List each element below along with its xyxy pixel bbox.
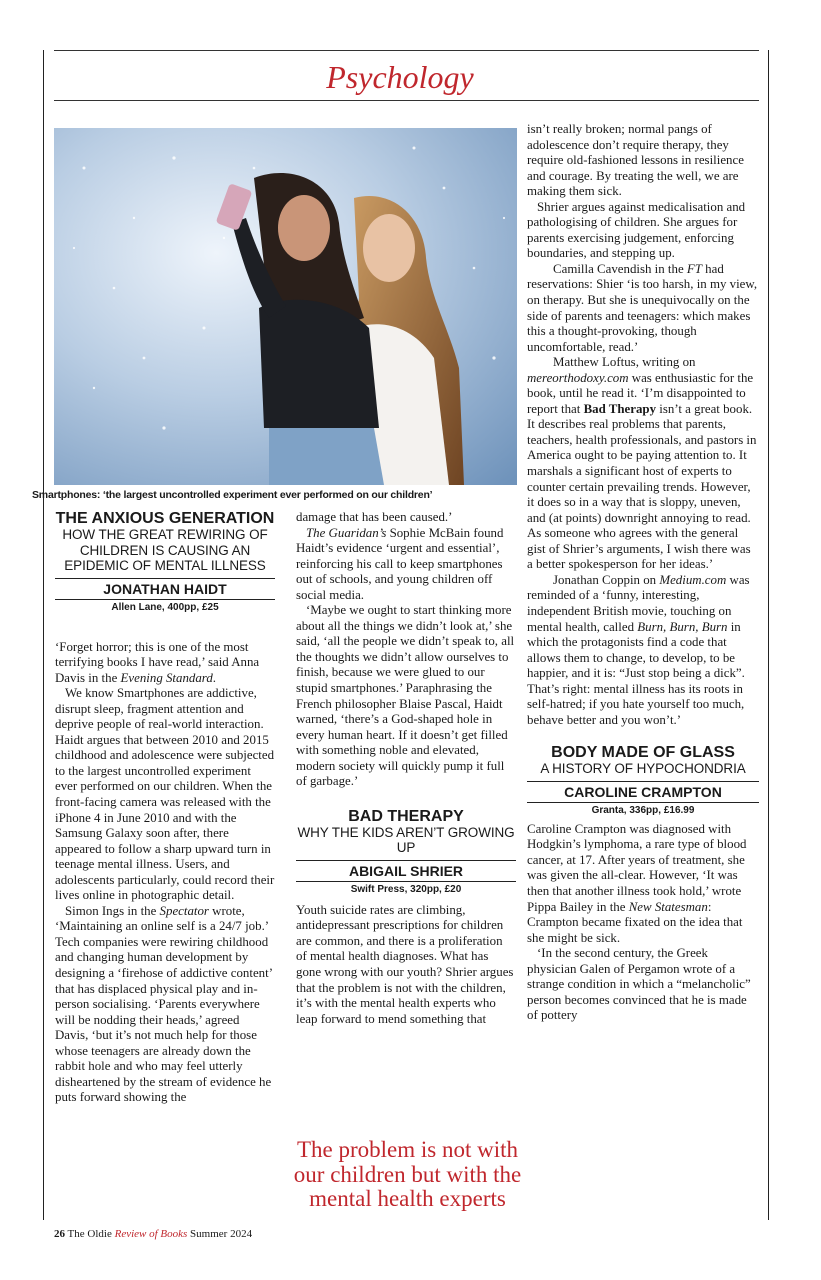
footer-text: The Oldie [65,1228,115,1240]
book1-author: JONATHAN HAIDT [55,578,275,600]
source-name: FT [686,261,702,276]
col3-paragraph: Shrier argues against medicalisation and pathologising of children. She argues for parents exercising judgement, enforcing boundaries, and stepping up. [527,199,746,261]
col3-paragraph: ‘In the second century, the Greek physician Galen of Pergamon wrote of a strange condition in which a “melancholic” person becomes convinced that he is made of pottery [527,946,751,1023]
section-title: Psychology [326,59,474,95]
column-3 [527,122,759,1024]
footer-text: Summer 2024 [187,1228,253,1240]
text: ‘Forget horror; this is one of the most terrifying books I have read,’ said Anna Davis in the [55,639,260,685]
book2-author: ABIGAIL SHRIER [296,860,516,882]
pull-quote: The problem is not with our children but with the mental health experts [293,1137,522,1211]
text: Camilla Cavendish in the [553,261,687,276]
source-name: Evening Standard [120,670,213,685]
source-name: Spectator [159,903,209,918]
photo-caption: Smartphones: ‘the largest uncontrolled experiment ever performed on our children’ [32,489,433,501]
text: in which the protagonists find a code that allows them to change, to develop, to be happier, and it is: “Just stop being a dick”. That’s right: mental illness has its roots in self-hatred; if you hate yourself too much, behave better and you won’t.’ [527,619,745,727]
column-2 [296,510,516,1027]
col2-paragraph: damage that has been caused.’ [296,510,453,524]
header-top-rule [54,50,759,51]
col3-paragraph [527,822,759,946]
book3-author: CAROLINE CRAMPTON [527,781,759,803]
text: had reservations: Shier ‘is too harsh, in my view, on therapy. But she is unequivocally on the side of parents and teenagers: which makes this a thought-provoking, though uncomfortable, read.’ [527,261,758,354]
text: Sophie McBain found Haidt’s evidence ‘urgent and essential’, reinforcing his call to keep smartphones out of schools, and young children off social media. [296,525,504,602]
book1-subtitle: HOW THE GREAT REWIRING OF CHILDREN IS CAUSING AN EPIDEMIC OF MENTAL ILLNESS [62,527,268,573]
col3-paragraph [527,355,759,573]
col3-paragraph [527,573,759,728]
book2-publisher: Swift Press, 320pp, £20 [350,883,462,895]
text: was reminded of a ‘funny, interesting, independent British movie, touching on mental health, called [527,572,750,634]
film-title: Burn, Burn, Burn [637,619,728,634]
text: isn’t a great book. It describes real problems that parents, teachers, health professionals, and pastors in America ought to be paying attention to. It marshals a significant host of experts to counter certain prevailing trends. However, it does so in a way that is sloppy, uneven, and (at points) downright annoying to read. As someone who agrees with the general gist of Shrier’s arguments, I wish there was a better spokesperson for her ideas.’ [527,401,757,572]
col1-paragraph [55,904,275,1106]
header-bottom-rule [54,100,759,101]
book3-title: BODY MADE OF GLASS [551,744,735,762]
book-name: Bad Therapy [583,401,657,416]
left-page-rule [43,50,44,1220]
source-name: Medium.com [659,572,727,587]
col1-paragraph: We know Smartphones are addictive, disrupt sleep, fragment attention and deprive people of real-world interaction. Haidt argues that between 2010 and 2015 childhood and adolescence were subjected to the largest uncontrolled experiment ever performed on our children. When the front-facing camera was released with the iPhone 4 in June 2010 and with the Samsung Galaxy soon after, there appeared to follow a sharp upward turn in teenage mental illness. Users, and adolescents particularly, could record their lives online in photographic detail. [55,686,275,903]
book3-publisher: Granta, 336pp, £16.99 [591,804,695,816]
col2-paragraph: Youth suicide rates are climbing, antidepressant prescriptions for children are common, and there is a proliferation of mental health diagnoses. What has gone wrong with our youth? Shrier argues that the problem is not with the children, it’s with the mental health experts who leap forward to mend something that [296,902,514,1026]
text: : Crampton became fixated on the idea that she might be sick. [527,899,743,945]
page-number: 26 [54,1228,65,1240]
source-name: mereorthodoxy.com [527,370,629,385]
col3-paragraph [527,262,759,355]
text: Matthew Loftus, writing on [553,355,696,370]
book2-title: BAD THERAPY [348,807,464,825]
text: Simon Ings in the [65,903,160,918]
right-page-rule [768,50,769,1220]
source-name: New Statesman [628,899,708,914]
page-footer [54,1228,252,1240]
selfie-photo-illustration [54,128,517,485]
col1-paragraph [55,640,275,687]
book3-subtitle: A HISTORY OF HYPOCHONDRIA [540,761,746,777]
text: wrote, ‘Maintaining an online self is a 24/7 job.’ Tech companies were rewiring childhood and changing human development by designing a ‘firehose of addictive content’ that has displaced physical play and in-person socialising. ‘Parents everywhere will be nodding their heads,’ agreed Davis, ‘but it’s not much help for those whose teenagers are already down the rabbit hole and who may feel utterly disheartened by the stream of evidence he puts forward showing the [55,903,273,1105]
text: . [212,670,217,685]
col2-paragraph: ‘Maybe we ought to start thinking more about all the things we didn’t look at,’ she said, ‘all the people we didn’t speak to, all the thoughts we didn’t allow ourselves to finish, because we were glued to our stupid smartphones.’ Paraphrasing the French philosopher Blaise Pascal, Haidt warned, ‘there’s a God-shaped hole in every human heart. If it doesn’t get filled with something noble and elevated, modern society will quickly pump it full of garbage.’ [296,603,515,789]
book1-publisher: Allen Lane, 400pp, £25 [111,601,219,613]
col3-paragraph: isn’t really broken; normal pangs of adolescence don’t require therapy, they require old-fashioned lessons in resilience and courage. By treating the well, we are making them sick. [527,122,744,199]
text: was enthusiastic for the book, until he read it. ‘I’m disappointed to report that [527,370,754,416]
column-1 [55,510,275,1106]
book1-title: THE ANXIOUS GENERATION [55,510,275,527]
source-name: The Guaridan’s [306,525,387,540]
article-photo [54,128,517,485]
text: Caroline Crampton was diagnosed with Hodgkin’s lymphoma, a rare type of blood cancer, at 17. After years of treatment, she was given the all-clear. However, ‘It was then that another illness took hold,’ wrote Pippa Bailey in the [527,821,747,914]
book2-subtitle: WHY THE KIDS AREN’T GROWING UP [297,824,515,856]
text: Jonathan Coppin on [553,572,660,587]
col2-paragraph [296,526,516,604]
footer-italic: Review of Books [114,1228,188,1240]
